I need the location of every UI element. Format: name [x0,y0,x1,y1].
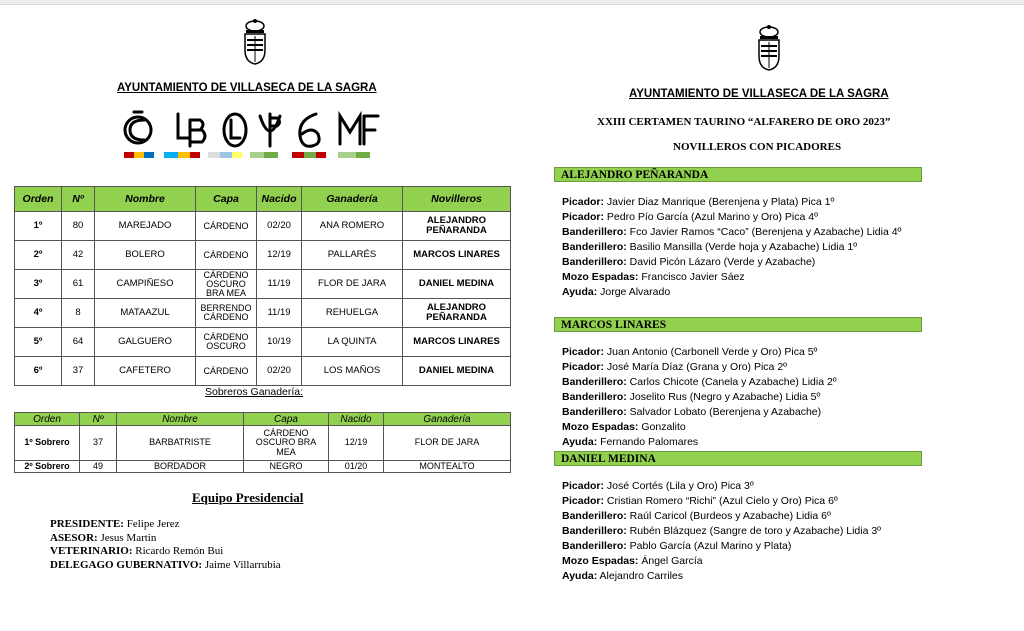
cell-nombre: GALGUERO [95,328,196,357]
cell-capa: CÁRDENO [196,241,257,270]
cell-orden: 2º Sobrero [15,461,80,473]
presidencia-line [50,559,281,571]
sobreros-table [14,412,511,473]
crew-role: Banderillero: [562,241,627,253]
crew-line [562,270,745,285]
cell-ganaderia: MONTEALTO [384,461,511,473]
presidencia-role: ASESOR: [50,531,98,544]
crew-role: Ayuda: [562,436,598,448]
presidencia-role: PRESIDENTE: [50,518,124,530]
crew-name: Pedro Pío García (Azul Marino y Oro) Pica 4º [604,211,818,223]
crew-line [562,509,831,524]
crew-role: Picador: [562,480,605,492]
cell-n: 80 [62,212,95,241]
coat-of-arms-icon [239,18,271,66]
presidencia-role: DELEGAGO GUBERNATIVO: [50,558,203,571]
cell-orden: 6º [15,357,62,386]
cell-n: 8 [62,299,95,328]
cell-novillero: MARCOS LINARES [403,328,511,357]
crew-name: Carlos Chicote (Canela y Azabache) Lidia 2º [626,376,837,388]
crew-line [562,285,670,300]
cell-nacido: 12/19 [329,426,384,461]
col-nombre: Nombre [117,413,244,426]
crew-role: Picador: [562,495,605,507]
table-row [15,426,511,461]
cell-orden: 1º [15,212,62,241]
brand-mark-icon [340,116,378,144]
crew-name: David Picón Lázaro (Verde y Azabache) [626,256,816,268]
col-capa: Capa [196,187,257,212]
cattle-brand-marks [120,106,390,162]
crew-role: Ayuda: [562,570,598,582]
presidencia-line [50,545,223,557]
cell-ganaderia: FLOR DE JARA [302,270,403,299]
cell-nacido: 11/19 [257,299,302,328]
col-nacido: Nacido [329,413,384,426]
crew-name: Fernando Palomares [597,436,699,448]
cell-n: 49 [80,461,117,473]
crew-line [562,554,703,569]
crew-line [562,569,683,584]
crew-name: Javier Diaz Manrique (Berenjena y Plata) Pica 1º [604,196,835,208]
crew-name: José Cortés (Lila y Oro) Pica 3º [604,480,754,492]
cell-capa: CÁRDENO [196,357,257,386]
cell-novillero: DANIEL MEDINA [403,270,511,299]
crew-line [562,420,686,435]
crew-name: Alejandro Carriles [597,570,683,582]
crew-name: Joselito Rus (Negro y Azabache) Lidia 5º [626,391,821,403]
col-novilleros: Novilleros [403,187,511,212]
team-header: ALEJANDRO PEÑARANDA [554,167,922,182]
cell-novillero: ALEJANDRO PEÑARANDA [403,299,511,328]
crew-name: Basilio Mansilla (Verde hoja y Azabache) Lidia 1º [626,241,858,253]
table-row [15,241,511,270]
crew-line [562,225,901,240]
crew-role: Banderillero: [562,510,627,522]
crew-role: Picador: [562,211,605,223]
table-row [15,328,511,357]
cell-capa: BERRENDO CÁRDENO [196,299,257,328]
cell-orden: 5º [15,328,62,357]
crew-role: Banderillero: [562,525,627,537]
crew-line [562,375,837,390]
crew-line [562,539,791,554]
cell-novillero: MARCOS LINARES [403,241,511,270]
brand-mark-icon [125,112,151,143]
cell-nacido: 12/19 [257,241,302,270]
crew-line [562,345,817,360]
crew-line [562,405,821,420]
crew-line [562,524,881,539]
cell-novillero: DANIEL MEDINA [403,357,511,386]
crew-role: Banderillero: [562,226,627,238]
document-top-edge [0,0,1024,5]
col-nacido: Nacido [257,187,302,212]
crew-role: Banderillero: [562,256,627,268]
cell-nombre: BARBATRISTE [117,426,244,461]
crew-role: Mozo Espadas: [562,555,639,567]
col-numero: Nº [80,413,117,426]
presidencia-name: Jesus Martin [97,531,157,544]
crew-line [562,255,815,270]
cell-ganaderia: LOS MAÑOS [302,357,403,386]
cell-n: 64 [62,328,95,357]
crew-name: Cristian Romero “Richi” (Azul Cielo y Oro) Pica 6º [604,495,838,507]
crew-name: Ángel García [638,555,703,567]
brand-color-strip [124,152,370,158]
cell-ganaderia: PALLARÉS [302,241,403,270]
cell-ganaderia: FLOR DE JARA [384,426,511,461]
cell-orden: 3º [15,270,62,299]
crew-role: Picador: [562,346,605,358]
table-row [15,299,511,328]
crew-line [562,494,838,509]
presidencia-line [50,518,180,530]
certamen-subtitle: XXIII CERTAMEN TAURINO “ALFARERO DE ORO 2023” [597,116,891,128]
cell-nacido: 11/19 [257,270,302,299]
brand-mark-icon [300,114,319,146]
cell-capa: CÁRDENO OSCURO BRA MEA [196,270,257,299]
crew-line [562,240,857,255]
table-header-row [15,413,511,426]
col-ganaderia: Ganadería [302,187,403,212]
crew-line [562,479,754,494]
crew-name: Rubén Blázquez (Sangre de toro y Azabache) Lidia 3º [626,525,882,537]
left-heading: AYUNTAMIENTO DE VILLASECA DE LA SAGRA [117,82,377,94]
crew-name: José María Díaz (Grana y Oro) Pica 2º [604,361,787,373]
crew-role: Banderillero: [562,391,627,403]
cell-ganaderia: ANA ROMERO [302,212,403,241]
toros-table [14,186,511,386]
cell-nombre: MATAAZUL [95,299,196,328]
crew-name: Salvador Lobato (Berenjena y Azabache) [626,406,822,418]
brand-mark-icon [224,114,246,146]
crew-line [562,390,820,405]
equipo-presidencial-title: Equipo Presidencial [192,490,304,505]
crew-line [562,210,818,225]
crew-line [562,435,698,450]
col-capa: Capa [244,413,329,426]
category-title: NOVILLEROS CON PICADORES [673,141,842,153]
crew-role: Picador: [562,196,605,208]
crew-name: Fco Javier Ramos “Caco” (Berenjena y Azabache) Lidia 4º [626,226,902,238]
crew-line [562,360,787,375]
cell-nacido: 10/19 [257,328,302,357]
cell-capa: CÁRDENO OSCURO [196,328,257,357]
presidencia-name: Jaime Villarrubia [202,558,281,571]
right-heading: AYUNTAMIENTO DE VILLASECA DE LA SAGRA [629,88,889,100]
cell-capa: CÁRDENO [196,212,257,241]
presidencia-name: Ricardo Remón Bui [132,545,224,557]
sobreros-title: Sobreros Ganadería: [205,386,304,398]
crew-name: Gonzalito [638,421,686,433]
cell-n: 61 [62,270,95,299]
crew-role: Mozo Espadas: [562,421,639,433]
crew-role: Picador: [562,361,605,373]
crew-name: Juan Antonio (Carbonell Verde y Oro) Pica 5º [604,346,818,358]
cell-n: 37 [62,357,95,386]
col-orden: Orden [15,187,62,212]
cell-ganaderia: LA QUINTA [302,328,403,357]
presidencia-name: Felipe Jerez [123,518,180,530]
cell-n: 37 [80,426,117,461]
cell-nombre: CAFETERO [95,357,196,386]
brand-mark-icon [178,114,205,146]
col-numero: Nº [62,187,95,212]
cell-orden: 1º Sobrero [15,426,80,461]
crew-role: Ayuda: [562,286,598,298]
crew-role: Banderillero: [562,540,627,552]
coat-of-arms-icon [753,24,785,72]
cell-orden: 2º [15,241,62,270]
cell-n: 42 [62,241,95,270]
crew-name: Pablo García (Azul Marino y Plata) [626,540,792,552]
table-row [15,270,511,299]
cell-ganaderia: REHUELGA [302,299,403,328]
col-ganaderia: Ganadería [384,413,511,426]
crew-role: Mozo Espadas: [562,271,639,283]
cell-nacido: 02/20 [257,357,302,386]
presidencia-role: VETERINARIO: [50,545,133,557]
cell-orden: 4º [15,299,62,328]
team-header: MARCOS LINARES [554,317,922,332]
crew-name: Jorge Alvarado [597,286,671,298]
table-row [15,212,511,241]
col-nombre: Nombre [95,187,196,212]
team-header: DANIEL MEDINA [554,451,922,466]
presidencia-line [50,532,156,544]
table-row [15,357,511,386]
cell-novillero: ALEJANDRO PEÑARANDA [403,212,511,241]
cell-nombre: MAREJADO [95,212,196,241]
crew-role: Banderillero: [562,406,627,418]
crew-name: Francisco Javier Sáez [638,271,745,283]
crew-name: Raúl Caricol (Burdeos y Azabache) Lidia 6º [626,510,831,522]
table-row [15,461,511,473]
cell-nacido: 02/20 [257,212,302,241]
cell-nombre: BOLERO [95,241,196,270]
cell-nombre: CAMPIÑESO [95,270,196,299]
crew-role: Banderillero: [562,376,627,388]
brand-mark-icon [260,114,280,146]
cell-nacido: 01/20 [329,461,384,473]
cell-capa: NEGRO [244,461,329,473]
crew-line [562,195,834,210]
cell-nombre: BORDADOR [117,461,244,473]
table-header-row [15,187,511,212]
col-orden: Orden [15,413,80,426]
cell-capa: CÁRDENO OSCURO BRA MEA [244,426,329,461]
